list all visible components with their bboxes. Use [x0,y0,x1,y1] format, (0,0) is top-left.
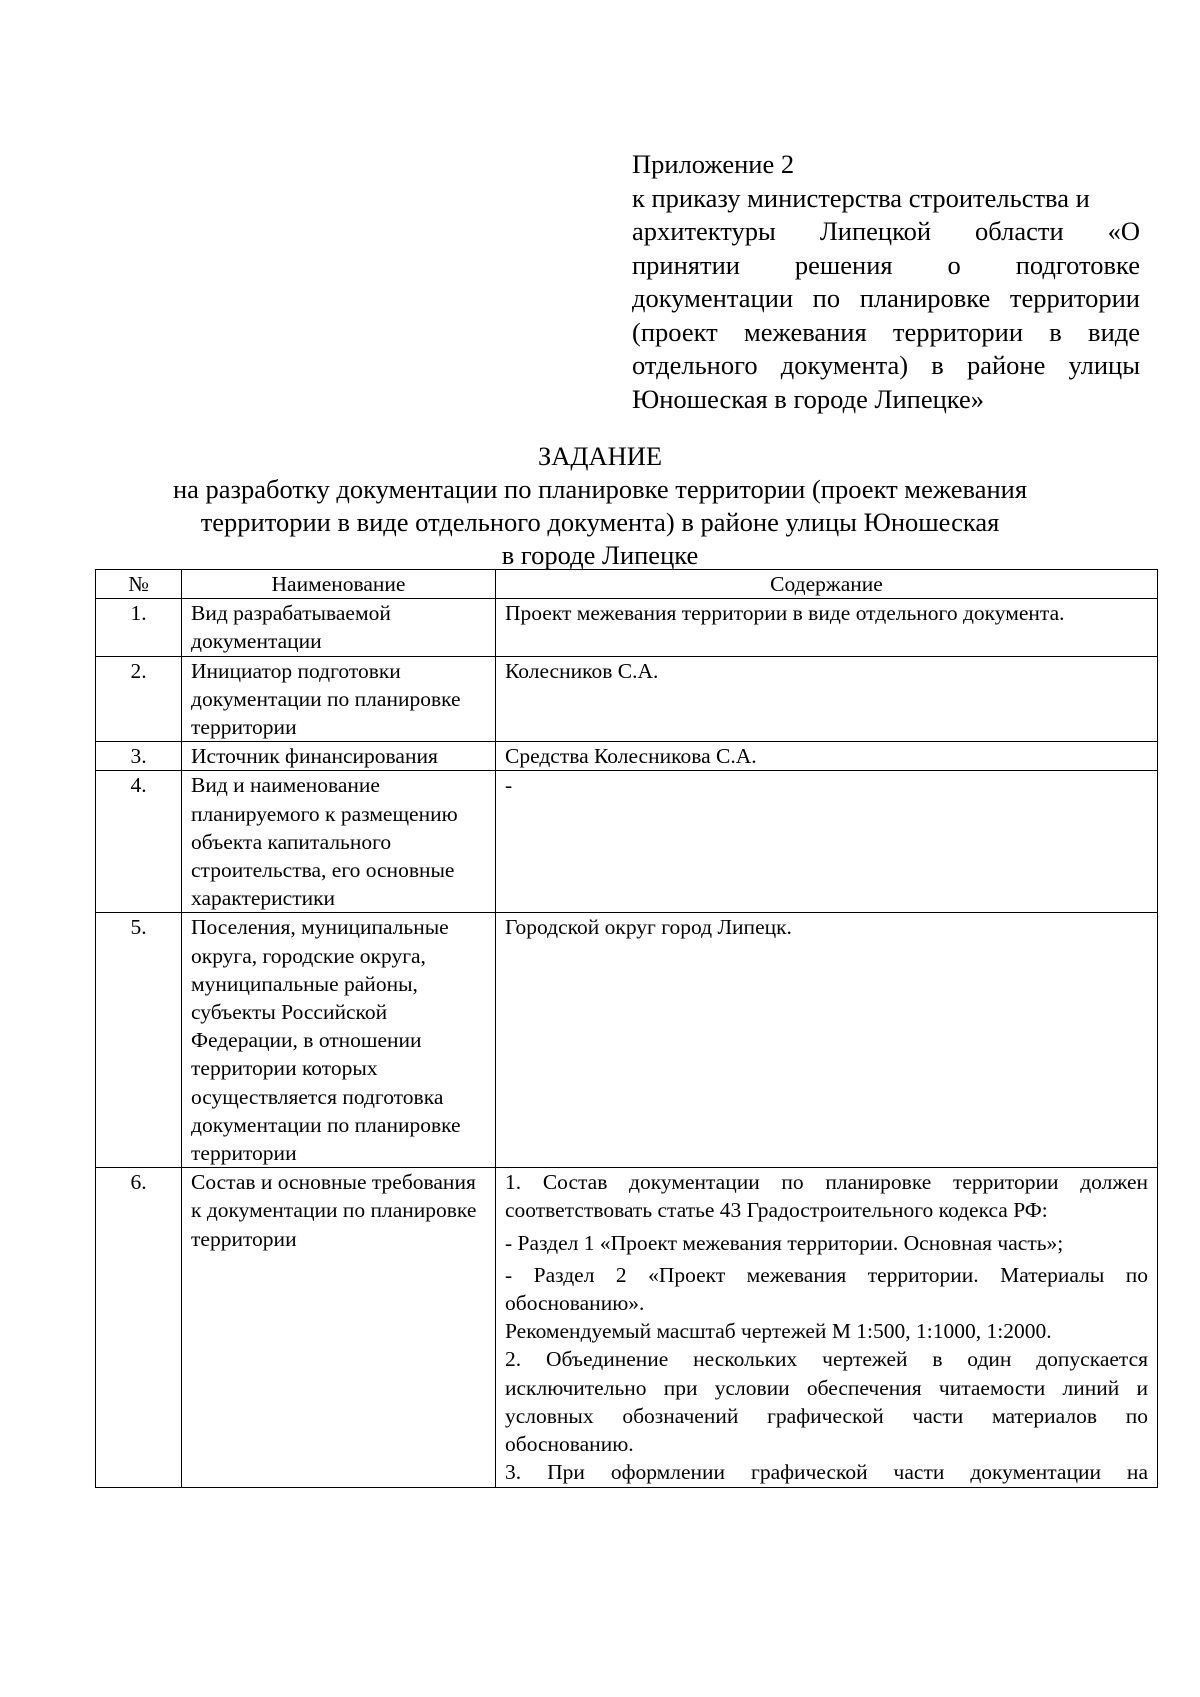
content-paragraph: - Раздел 2 «Проект межевания территории. Материалы по обоснованию». [505,1262,1148,1316]
header-number: № [96,570,182,599]
appendix-line: отдельного документа) в районе улицы [632,350,1140,380]
row-number: 4. [96,771,182,913]
row-content [496,742,1158,771]
appendix-line: Приложение 2 [632,149,795,179]
appendix-line: принятии решения о подготовке [632,249,1140,280]
row-number: 5. [96,913,182,1168]
title-heading: ЗАДАНИЕ [537,441,663,471]
row-content [496,599,1158,656]
row-name: Состав и основные требования к документации по планировке территории [182,1168,496,1487]
content-paragraph: 1. Состав документации по планировке территории должен соответствовать статье 43 Градостроительного кодекса РФ: [505,1170,1148,1223]
appendix-block [632,148,1140,416]
row-name: Инициатор подготовки документации по планировке территории [182,656,496,742]
row-name: Вид и наименование планируемого к размещению объекта капитального строительства, его основные характеристики [182,771,496,913]
content-paragraph: - Раздел 1 «Проект межевания территории. Основная часть»; [505,1230,1064,1255]
content-paragraph: Средства Колесникова С.А. [505,744,757,769]
title-line: территории в виде отдельного документа) в районе улицы Юношеская [200,507,1000,537]
row-name: Вид разрабатываемой документации [182,599,496,656]
header-content: Содержание [496,570,1158,599]
appendix-line: архитектуры Липецкой области «О [632,216,1140,246]
table-row [96,656,1158,742]
content-paragraph: Рекомендуемый масштаб чертежей М 1:500, 1:1000, 1:2000. [505,1319,1052,1344]
document-title [0,440,1200,572]
content-paragraph: - [505,773,513,798]
content-paragraph: Проект межевания территории в виде отдельного документа. [505,601,1065,626]
table-row [96,1168,1158,1487]
content-paragraph: 3. При оформлении графической части документации на [505,1460,1148,1485]
content-paragraph: 2. Объединение нескольких чертежей в один допускается исключительно при условии обеспечения читаемости линий и условных обозначений графической части материалов по обоснованию. [505,1347,1148,1457]
row-name: Источник финансирования [182,742,496,771]
row-content [496,913,1158,1168]
table-row [96,742,1158,771]
row-number: 2. [96,656,182,742]
appendix-line: (проект межевания территории в виде [632,316,1140,347]
appendix-line: Юношеская в городе Липецке» [632,383,985,414]
table-row [96,913,1158,1168]
table-header-row [96,570,1158,599]
content-paragraph: Колесников С.А. [505,658,659,683]
row-content [496,771,1158,913]
title-line: на разработку документации по планировке территории (проект межевания [172,474,1028,504]
appendix-line: к приказу министерства строительства и [632,182,1090,213]
table-row [96,599,1158,656]
row-content [496,656,1158,742]
row-number: 1. [96,599,182,656]
title-line: в городе Липецке [501,540,699,570]
appendix-line: документации по планировке территории [632,283,1140,313]
row-number: 3. [96,742,182,771]
row-content [496,1168,1158,1487]
row-number: 6. [96,1168,182,1487]
header-name: Наименование [182,570,496,599]
task-table [95,569,1158,1488]
table-row [96,771,1158,913]
row-name: Поселения, муниципальные округа, городские округа, муниципальные районы, субъекты Российской Федерации, в отношении территории которых осуществляется подготовка документации по планировке территории [182,913,496,1168]
content-paragraph: Городской округ город Липецк. [505,915,792,940]
